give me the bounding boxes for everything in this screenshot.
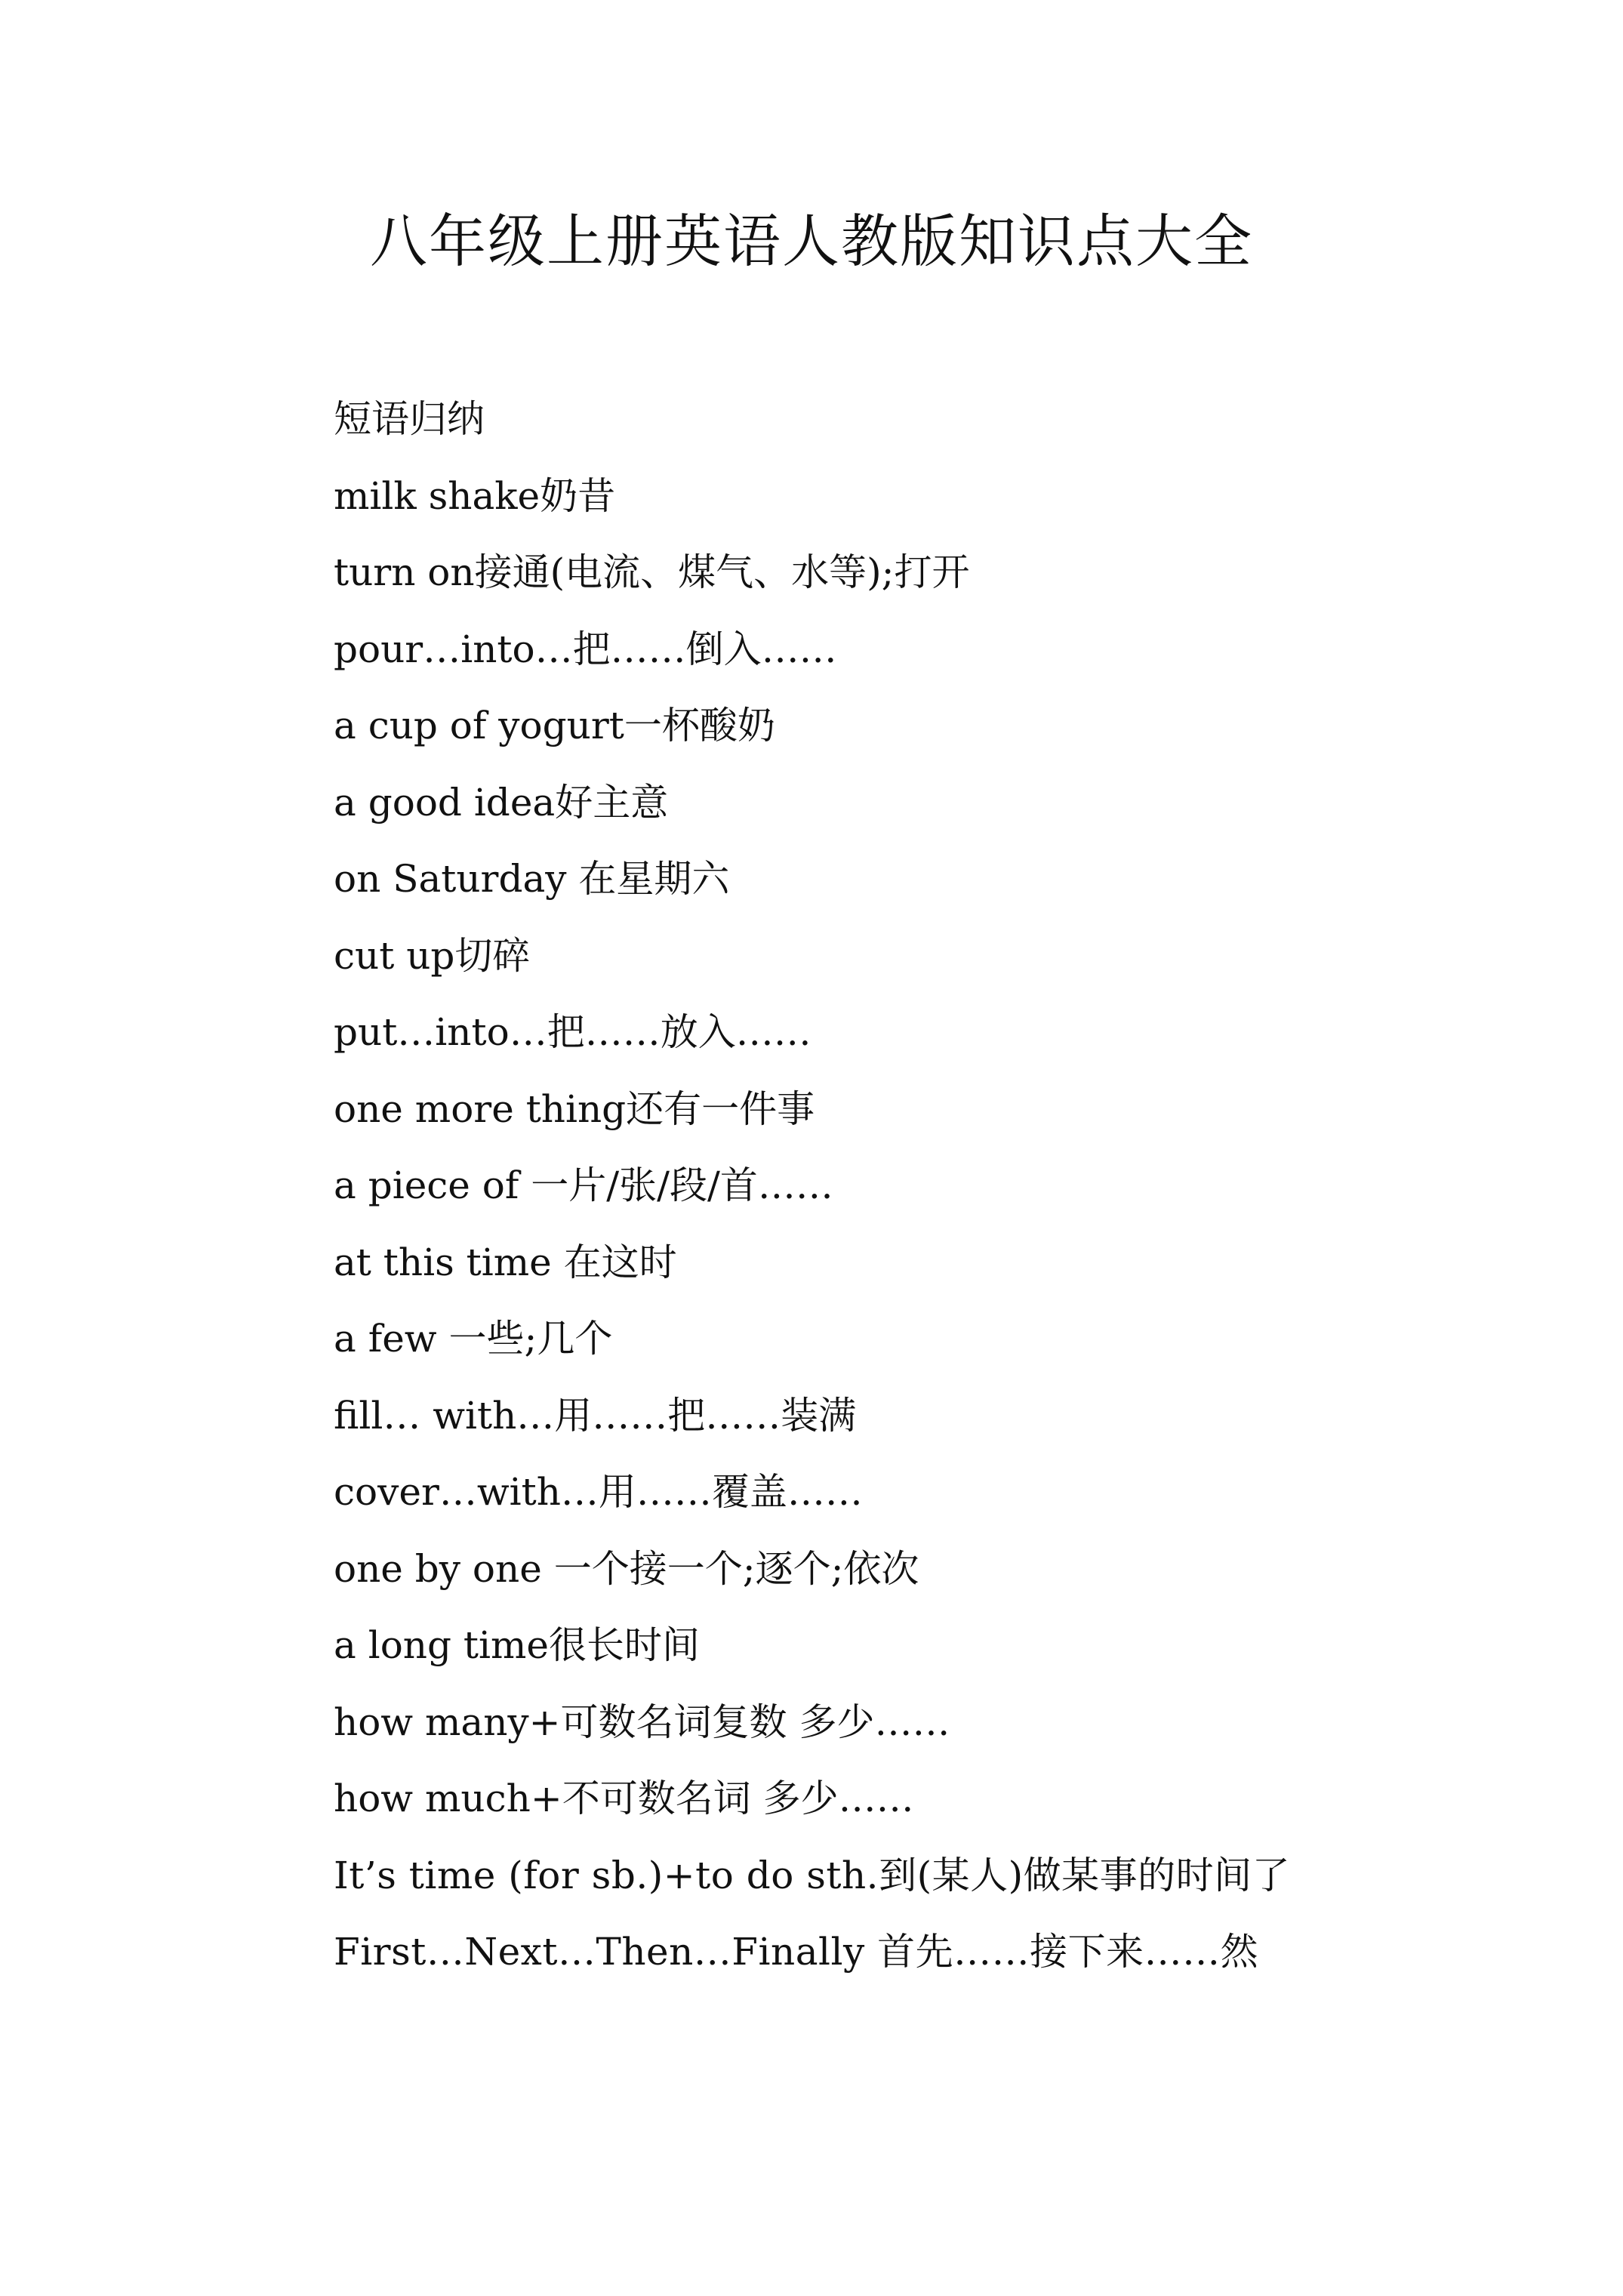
phrase-line: pour…into…把……倒入…… [334, 627, 837, 671]
phrase-line: milk shake奶昔 [334, 473, 616, 518]
phrase-line: cut up切碎 [334, 933, 531, 978]
phrase-line: turn on接通(电流、煤气、水等);打开 [334, 550, 970, 594]
phrase-line: cover…with…用……覆盖…… [334, 1470, 863, 1514]
phrase-line: a few 一些;几个 [334, 1317, 613, 1361]
phrase-line: a long time很长时间 [334, 1623, 700, 1667]
phrase-line: put…into…把……放入…… [334, 1010, 812, 1054]
phrase-line: a good idea好主意 [334, 780, 669, 824]
phrase-line: on Saturday 在星期六 [334, 857, 730, 901]
phrase-line: one more thing还有一件事 [334, 1086, 815, 1131]
section-heading: 短语归纳 [334, 397, 485, 441]
phrase-line-truncated: First…Next…Then…Finally 首先……接下来……然 [334, 1930, 1259, 1974]
phrase-line: at this time 在这时 [334, 1240, 677, 1284]
phrase-line: a cup of yogurt一杯酸奶 [334, 704, 775, 747]
document-body [249, 381, 1381, 1991]
phrase-line-wrapped: It’s time (for sb.)+to do sth.到(某人)做某事的时间了 [334, 1853, 1291, 1897]
document-title: 八年级上册英语人教版知识点大全 [370, 208, 1253, 275]
phrase-line: how much+不可数名词 多少…… [334, 1777, 914, 1820]
phrase-line: one by one 一个接一个;逐个;依次 [334, 1546, 919, 1591]
phrase-line: a piece of 一片/张/段/首…… [334, 1163, 833, 1207]
phrase-line: fill… with…用……把……装满 [334, 1393, 857, 1438]
phrase-line: how many+可数名词复数 多少…… [334, 1700, 950, 1744]
